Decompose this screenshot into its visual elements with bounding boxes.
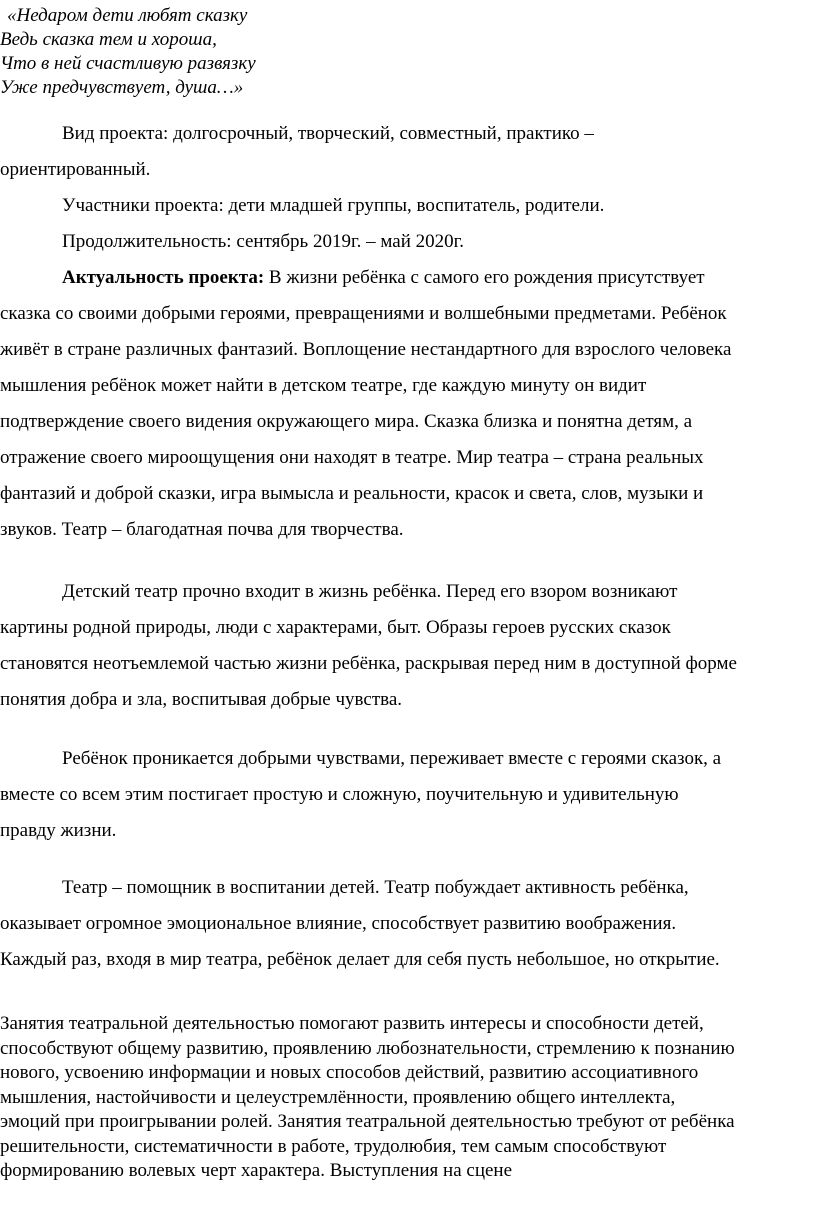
relevance-line: мышления ребёнок может найти в детском театре, где каждую минуту он видит (0, 375, 647, 396)
paragraph-line: формированию волевых черт характера. Выступления на сцене (0, 1160, 513, 1181)
relevance-text: В жизни ребёнка с самого его рождения присутствует (264, 267, 705, 288)
epigraph-line: Уже предчувствует, душа…» (0, 77, 244, 98)
paragraph-line: Каждый раз, входя в мир театра, ребёнок делает для себя пусть небольшое, но открытие. (0, 949, 720, 970)
relevance-label: Актуальность проекта: (62, 267, 265, 288)
paragraph-line: Ребёнок проникается добрыми чувствами, переживает вместе с героями сказок, а (62, 748, 722, 769)
paragraph-line: понятия добра и зла, воспитывая добрые чувства. (0, 689, 403, 710)
relevance-line: живёт в стране различных фантазий. Воплощение нестандартного для взрослого человека (0, 339, 732, 360)
paragraph-line: мышления, настойчивости и целеустремлённости, проявлению общего интеллекта, (0, 1086, 676, 1108)
paragraph-feelings (0, 741, 816, 849)
relevance-line: отражение своего мироощущения они находят в театре. Мир театра – страна реальных (0, 447, 704, 468)
paragraph-line: эмоций при проигрывании ролей. Занятия театральной деятельностью требуют от ребёнка (0, 1111, 735, 1132)
relevance-first-line (0, 260, 816, 296)
paragraph-line: нового, усвоению информации и новых способов действий, развитию ассоциативного (0, 1062, 699, 1083)
paragraph-line: решительности, систематичности в работе, трудолюбия, тем самым способствуют (0, 1135, 667, 1157)
paragraph-line: вместе со всем этим постигает простую и сложную, поучительную и удивительную (0, 784, 679, 805)
paragraph-line: оказывает огромное эмоциональное влияние, способствует развитию воображения. (0, 913, 677, 934)
epigraph (0, 4, 400, 100)
epigraph-line: Что в ней счастливую развязку (0, 53, 256, 74)
paragraph-line: правду жизни. (0, 820, 117, 841)
relevance-line: сказка со своими добрыми героями, превращениями и волшебными предметами. Ребёнок (0, 303, 727, 324)
project-duration: Продолжительность: сентябрь 2019г. – май 2020г. (62, 231, 465, 252)
relevance-line: подтверждение своего видения окружающего мира. Сказка близка и понятна детям, а (0, 411, 693, 432)
paragraph-line: Занятия театральной деятельностью помогают развить интересы и способности детей, (0, 1013, 704, 1034)
project-info-block (0, 116, 816, 548)
paragraph-line: способствуют общему развитию, проявлению любознательности, стремлению к познанию (0, 1037, 735, 1059)
paragraph-theatre-life (0, 574, 816, 718)
project-type-line: ориентированный. (0, 159, 151, 180)
relevance-line: фантазий и доброй сказки, игра вымысла и реальности, красок и света, слов, музыки и (0, 483, 704, 504)
paragraph-activities (0, 1012, 816, 1184)
project-type-line: Вид проекта: долгосрочный, творческий, совместный, практико – (62, 123, 594, 144)
epigraph-line: «Недаром дети любят сказку (7, 5, 248, 26)
project-participants: Участники проекта: дети младшей группы, воспитатель, родители. (62, 195, 605, 216)
paragraph-line: картины родной природы, люди с характерами, быт. Образы героев русских сказок (0, 617, 671, 638)
paragraph-line: Театр – помощник в воспитании детей. Театр побуждает активность ребёнка, (62, 877, 689, 898)
paragraph-line: становятся неотъемлемой частью жизни ребёнка, раскрывая перед ним в доступной форме (0, 653, 737, 674)
relevance-line: звуков. Театр – благодатная почва для творчества. (0, 519, 404, 540)
epigraph-line: Ведь сказка тем и хороша, (0, 29, 217, 50)
paragraph-helper (0, 870, 816, 978)
paragraph-line: Детский театр прочно входит в жизнь ребёнка. Перед его взором возникают (62, 581, 678, 602)
